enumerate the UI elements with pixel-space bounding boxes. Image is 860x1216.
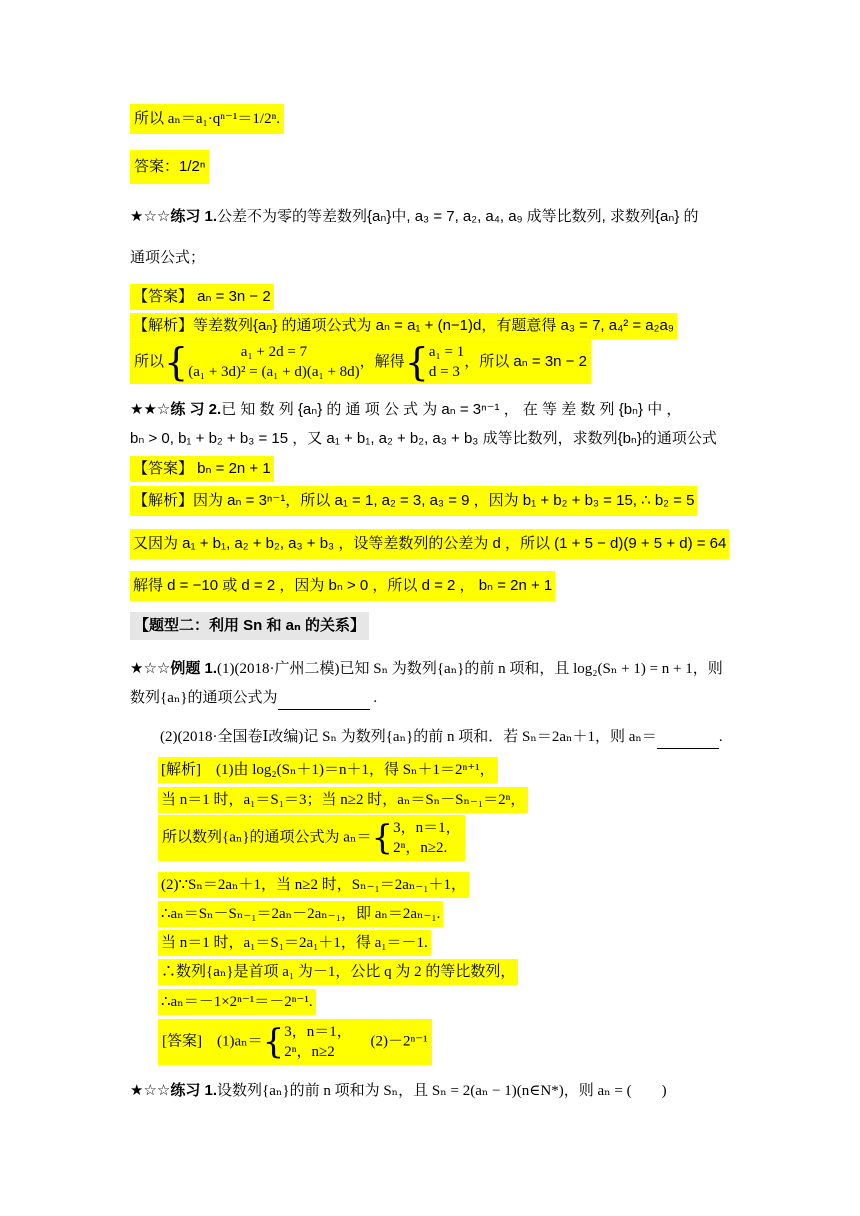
solution-eq1: a₁ = 1 [428,344,465,360]
answer-blank[interactable] [657,726,719,749]
left-brace-icon: { [404,340,429,384]
example1-question2 [160,726,723,749]
example1-question [130,657,723,680]
system-suffix: ，所以 aₙ = 3n − 2 [464,352,587,370]
practice1-analysis [130,313,677,339]
practice-title: 练 习 2. [170,401,222,418]
case-1: 3，n＝1， [284,1024,352,1040]
practice2-analysis-3 [130,571,555,601]
system-eq2: (a₁ + 3d)² = (a₁ + d)(a₁ + 8d) [188,364,360,380]
answer-text: 【答案】 bₙ = 2n + 1 [130,456,274,482]
solution-text: ∴数列{aₙ}是首项 a₁ 为－1，公比 q 为 2 的等比数列， [158,959,518,985]
solution-line-5 [158,901,443,927]
question-text: (2)(2018·全国卷Ⅰ改编)记 Sₙ 为数列{aₙ}的前 n 项和．若 Sₙ＝2aₙ＋1，则 aₙ＝ [160,729,657,745]
answer-label: 答案： [134,158,180,175]
system-eq1: a₁ + 2d = 7 [240,344,308,360]
case-1: 3，n＝1， [393,820,461,836]
solution-eq2: d = 3 [428,364,460,380]
system-prefix: 所以 [134,352,165,370]
solution-text: (2)∵Sₙ＝2aₙ＋1，当 n≥2 时，Sₙ₋₁＝2aₙ₋₁＋1， [158,872,469,898]
solution-text: 当 n＝1 时，a₁＝S₁＝2a₁＋1，得 a₁＝－1. [158,930,431,956]
practice2-analysis-1 [130,486,697,516]
analysis-text: 又因为 a₁ + b₁, a₂ + b₂, a₃ + b₃ ，设等差数列的公差为 d ，所以 (1 + 5 − d)(9 + 5 + d) = 64 [130,529,729,559]
analysis-text: 解得 d = −10 或 d = 2 ，因为 bₙ > 0 ，所以 d = 2 ， bₙ = 2n + 1 [130,571,555,601]
left-brace-icon: { [371,818,394,858]
solution-line-8 [158,989,316,1015]
section-heading [130,612,369,640]
answer-text: 【答案】 aₙ = 3n − 2 [130,284,274,310]
solution-line-6 [158,930,431,956]
practice-title: 练习 1. [170,208,218,225]
solution-text: [解析] (1)由 log₂(Sₙ＋1)＝n＋1，得 Sₙ＋1＝2ⁿ⁺¹， [158,757,498,783]
difficulty-stars: ★☆☆ [130,1081,171,1099]
left-brace-icon: { [262,1022,285,1062]
system-mid: ，解得 [359,352,405,370]
practice1-system [130,340,591,384]
answer-value: 1/2ⁿ [179,158,206,175]
answer-text: [答案] (1)aₙ＝ [162,1033,263,1050]
practice1-question [130,205,699,228]
solution-text: ∴aₙ＝－1×2ⁿ⁻¹＝－2ⁿ⁻¹. [158,989,316,1015]
practice2-question [130,398,681,421]
difficulty-stars: ★☆☆ [130,659,171,677]
practice3-question [130,1079,667,1102]
example1-question-cont [130,687,377,710]
example-title: 例题 1. [170,660,218,677]
result-formula: 所以 aₙ＝a₁·qⁿ⁻¹＝1/2ⁿ. [134,111,281,127]
difficulty-stars: ★☆☆ [130,207,171,225]
solution-line-4 [158,872,469,898]
answer-part2: (2)－2ⁿ⁻¹ [370,1033,428,1050]
answer-blank[interactable] [278,687,370,710]
practice2-question-cont: bₙ > 0, b₁ + b₂ + b₃ = 15 ，又 a₁ + b₁, a₂ + b₂, a₃ + b₃ 成等比数列，求数列{bₙ}的通项公式 [130,430,717,447]
practice1-question-cont: 通项公式； [130,249,206,266]
solution-text: ∴aₙ＝Sₙ－Sₙ₋₁＝2aₙ－2aₙ₋₁，即 aₙ＝2aₙ₋₁. [158,901,443,927]
left-brace-icon: { [164,340,189,384]
question-text: 设数列{aₙ}的前 n 项和为 Sₙ，且 Sₙ = 2(aₙ − 1)(n∈N*)，则 aₙ = ( ) [217,1083,667,1099]
difficulty-stars: ★★☆ [130,400,171,418]
question-text: 已 知 数 列 {aₙ} 的 通 项 公 式 为 aₙ = 3ⁿ⁻¹ ， 在 等 差 数 列 {bₙ} 中 ， [221,401,682,418]
solution-line-7 [158,959,518,985]
solution-line-1 [158,757,498,783]
solution-text: 当 n＝1 时，a₁＝S₁＝3；当 n≥2 时，aₙ＝Sₙ－Sₙ₋₁＝2ⁿ， [158,787,528,813]
question-end: . [718,729,723,745]
question-text: 数列{aₙ}的通项公式为 [130,690,278,706]
question-text: (1)(2018·广州二模)已知 Sₙ 为数列{aₙ}的前 n 项和，且 log₂(Sₙ + 1) = n + 1，则 [217,661,723,677]
practice1-answer [130,284,274,310]
answer-line [130,150,209,184]
solution-text: 所以数列{aₙ}的通项公式为 aₙ＝ [162,829,372,846]
analysis-text: 【解析】等差数列{aₙ} 的通项公式为 aₙ = a₁ + (n−1)d，有题意得 a₃ = 7, a₄² = a₂a₉ [130,313,677,339]
solution-line-2 [158,787,528,813]
question-text: 公差不为零的等差数列{aₙ}中, a₃ = 7, a₂, a₄, a₉ 成等比数列, 求数列{aₙ} 的 [217,208,699,225]
practice-title: 练习 1. [170,1082,218,1099]
question-end: . [369,690,378,706]
analysis-text: 【解析】因为 aₙ = 3ⁿ⁻¹，所以 a₁ = 1, a₂ = 3, a₃ = 9 ，因为 b₁ + b₂ + b₃ = 15, ∴ b₂ = 5 [130,486,697,516]
practice2-analysis-2 [130,529,729,559]
case-2: 2ⁿ，n≥2. [393,840,448,856]
result-line [130,104,284,134]
section-title: 【题型二：利用 Sn 和 aₙ 的关系】 [130,612,369,640]
answer-line [158,1019,432,1065]
practice2-answer [130,456,274,482]
case-2: 2ⁿ，n≥2 [284,1044,335,1060]
solution-line-3 [158,815,465,861]
